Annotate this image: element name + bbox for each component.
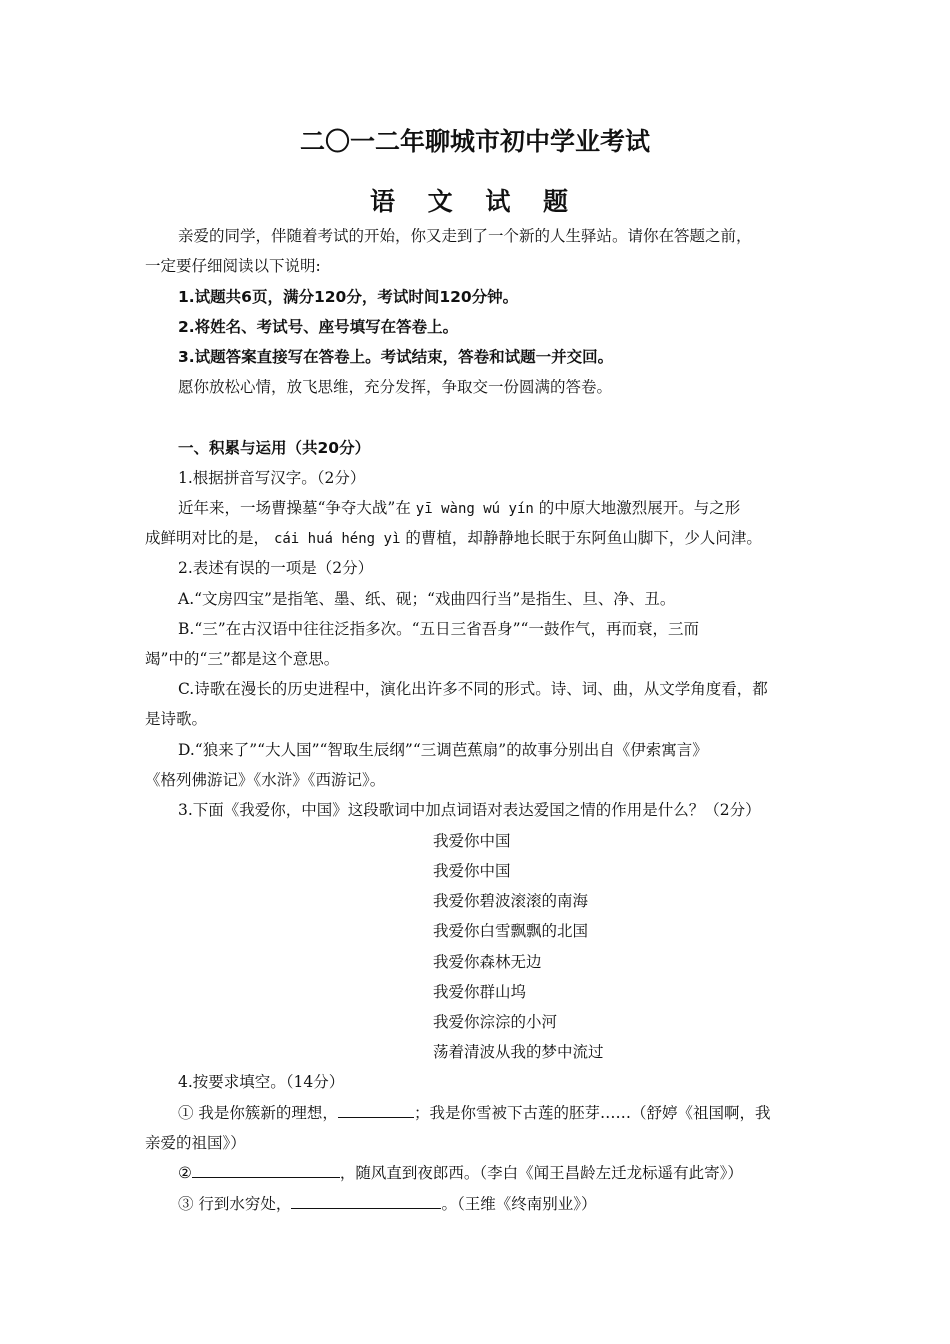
q4-stem: 4.按要求填空。（14分）: [178, 1073, 345, 1091]
rule-1: 1.试题共6页，满分120分，考试时间120分钟。: [178, 288, 519, 306]
intro-line-2: 一定要仔细阅读以下说明:: [145, 257, 321, 275]
exam-title: 二〇一二年聊城市初中学业考试: [299, 127, 650, 156]
section-heading: 一、积累与运用（共20分）: [178, 439, 371, 457]
q1-text-1a: 近年来，一场曹操墓“争夺大战”在: [178, 499, 411, 517]
q1-paragraph-line-1: [178, 498, 740, 519]
q4-item-2: [178, 1163, 743, 1183]
poem-line: 我爱你碧波滚滚的南海: [433, 892, 589, 910]
q3-stem: 3.下面《我爱你，中国》这段歌词中加点词语对表达爱国之情的作用是什么？（2分）: [178, 801, 761, 819]
intro-line-1: 亲爱的同学，伴随着考试的开始，你又走到了一个新的人生驿站。请你在答题之前，: [178, 227, 752, 245]
q4-item-3: [178, 1194, 596, 1214]
poem-line: 我爱你森林无边: [433, 953, 542, 971]
pinyin-2: cái huá héng yì: [273, 531, 401, 547]
poem-line: 我爱你中国: [433, 832, 511, 850]
answer-blank-2[interactable]: [192, 1163, 340, 1178]
q2-option-a: A.“文房四宝”是指笔、墨、纸、砚；“戏曲四行当”是指生、旦、净、丑。: [178, 590, 676, 608]
q2-option-d-line-2: 《格列佛游记》《水浒》《西游记》。: [145, 771, 386, 789]
q4-item-2-prefix: ②: [178, 1164, 192, 1182]
q1-paragraph-line-2: [145, 528, 762, 549]
q2-option-c-line-2: 是诗歌。: [145, 710, 208, 728]
poem-line: 我爱你白雪飘飘的北国: [433, 922, 589, 940]
q2-option-d-line-1: D.“狼来了”“大人国”“智取生辰纲”“三调芭蕉扇”的故事分别出自《伊索寓言》: [178, 741, 708, 759]
q1-text-1b: 的中原大地激烈展开。与之形: [538, 499, 741, 517]
pinyin-1: yī wàng wú yín: [415, 501, 534, 517]
poem-line: 我爱你淙淙的小河: [433, 1013, 558, 1031]
q4-item-3-suffix: 。（王维《终南别业》）: [441, 1195, 597, 1213]
q1-stem: 1.根据拼音写汉字。（2分）: [178, 469, 366, 487]
q1-text-2a: 成鲜明对比的是，: [145, 529, 270, 547]
poem-line: 我爱你中国: [433, 862, 511, 880]
q2-stem: 2.表述有误的一项是（2分）: [178, 559, 374, 577]
rule-3: 3.试题答案直接写在答卷上。考试结束，答卷和试题一并交回。: [178, 348, 614, 366]
poem-line: 我爱你群山坞: [433, 983, 527, 1001]
intro-wish: 愿你放松心情，放飞思维，充分发挥，争取交一份圆满的答卷。: [178, 378, 613, 396]
q4-item-1-suffix: ；我是你雪被下古莲的胚芽……（舒婷《祖国啊，我: [413, 1104, 771, 1122]
q4-item-2-suffix: ，随风直到夜郎西。（李白《闻王昌龄左迁龙标遥有此寄》）: [339, 1164, 743, 1182]
q4-item-3-prefix: ③ 行到水穷处，: [178, 1195, 292, 1213]
q2-option-b-line-1: B.“三”在古汉语中往往泛指多次。“五日三省吾身”“一鼓作气，再而衰，三而: [178, 620, 699, 638]
rule-2: 2.将姓名、考试号、座号填写在答卷上。: [178, 318, 459, 336]
exam-subtitle: 语 文 试 题: [369, 187, 581, 216]
q4-item-1-cont: 亲爱的祖国》）: [145, 1134, 246, 1152]
q2-option-c-line-1: C.诗歌在漫长的历史进程中，演化出许多不同的形式。诗、词、曲，从文学角度看，都: [178, 680, 768, 698]
answer-blank-1[interactable]: [338, 1103, 414, 1118]
q2-option-b-line-2: 竭”中的“三”都是这个意思。: [145, 650, 340, 668]
answer-blank-3[interactable]: [291, 1194, 441, 1209]
q4-item-1-prefix: ① 我是你簇新的理想，: [178, 1104, 338, 1122]
q1-text-2b: 的曹植，却静静地长眠于东阿鱼山脚下，少人问津。: [405, 529, 762, 547]
q4-item-1: [178, 1103, 770, 1123]
poem-line: 荡着清波从我的梦中流过: [433, 1043, 604, 1061]
